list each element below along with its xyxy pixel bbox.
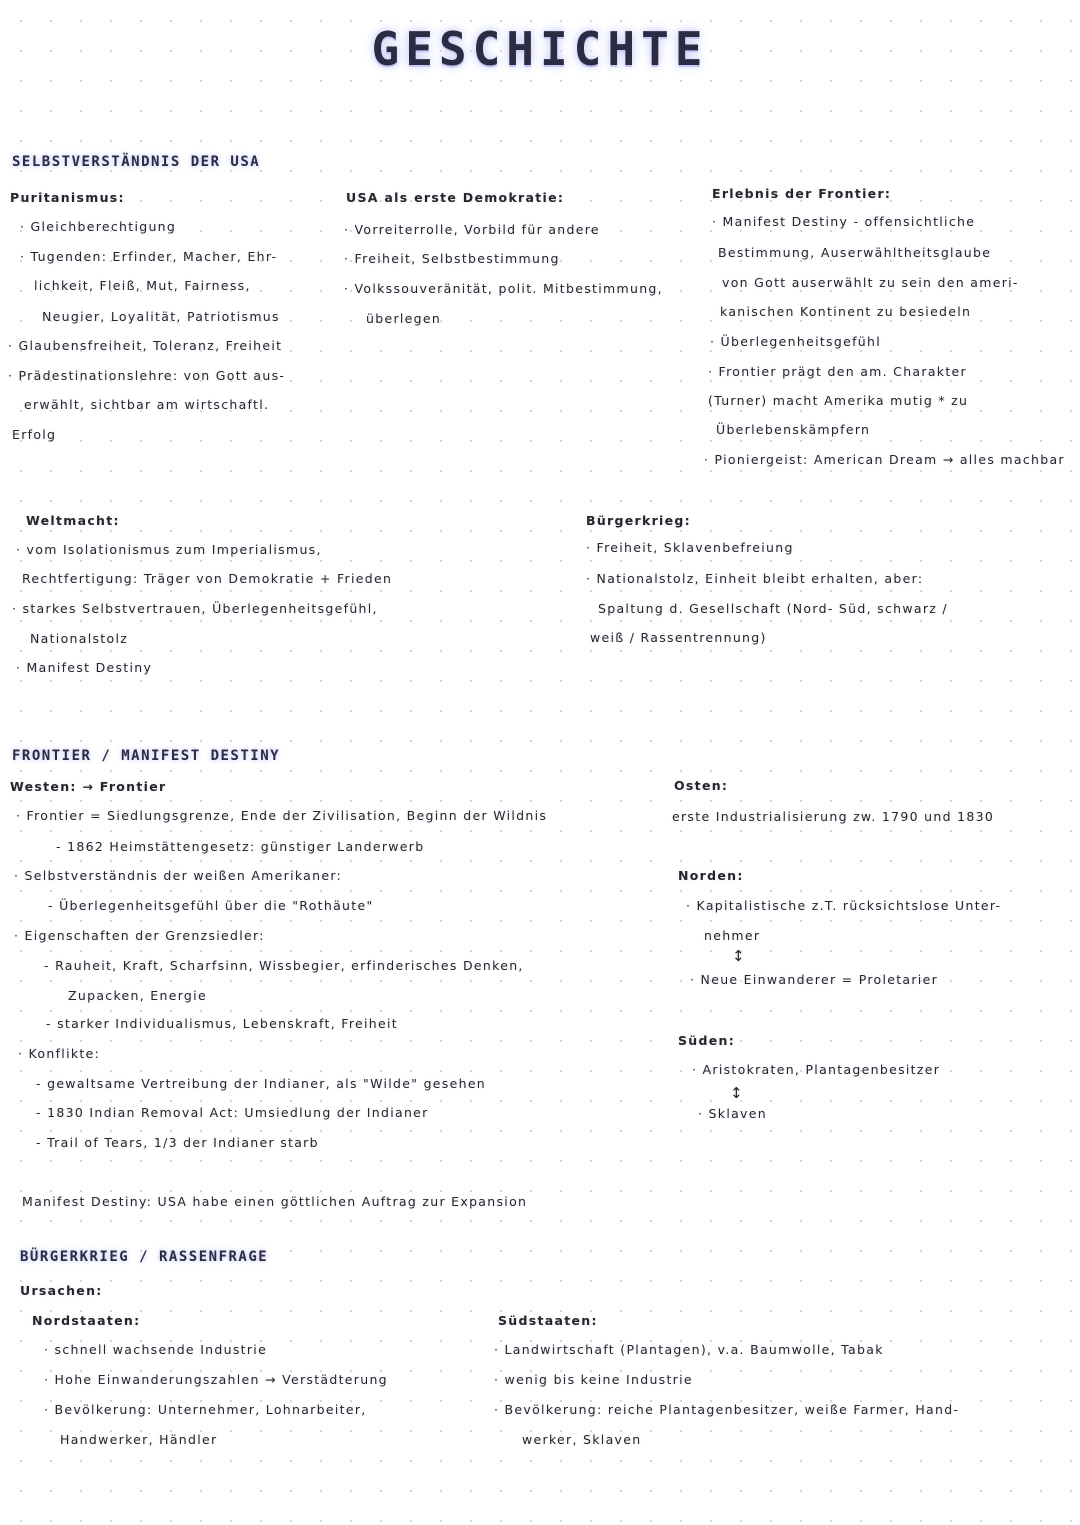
note-line: kanischen Kontinent zu besiedeln xyxy=(720,304,972,319)
arrow-updown-icon: ↕ xyxy=(730,1084,744,1102)
note-line: · Bevölkerung: reiche Plantagenbesitzer, weiße Farmer, Hand- xyxy=(494,1402,960,1417)
note-line: werker, Sklaven xyxy=(522,1432,642,1447)
note-line: · vom Isolationismus zum Imperialismus, xyxy=(16,542,322,557)
sueden-title: Süden: xyxy=(678,1033,736,1048)
note-line: · Landwirtschaft (Plantagen), v.a. Baumwolle, Tabak xyxy=(494,1342,884,1357)
note-line: · Nationalstolz, Einheit bleibt erhalten, aber: xyxy=(586,571,924,586)
suedstaaten-title: Südstaaten: xyxy=(498,1313,598,1328)
note-line: erste Industrialisierung zw. 1790 und 1830 xyxy=(672,809,995,824)
demokratie-title: USA als erste Demokratie: xyxy=(346,190,565,205)
puritanismus-title: Puritanismus: xyxy=(10,190,125,205)
note-line: - starker Individualismus, Lebenskraft, Freiheit xyxy=(46,1016,398,1031)
note-line: · Manifest Destiny xyxy=(16,660,153,675)
note-line: · Volkssouveränität, polit. Mitbestimmung, xyxy=(344,281,663,296)
osten-title: Osten: xyxy=(674,778,729,793)
note-line: Handwerker, Händler xyxy=(60,1432,218,1447)
note-line: Zupacken, Energie xyxy=(68,988,207,1003)
note-line: (Turner) macht Amerika mutig * zu xyxy=(708,393,969,408)
note-line: · wenig bis keine Industrie xyxy=(494,1372,693,1387)
note-line: - 1862 Heimstättengesetz: günstiger Landerwerb xyxy=(56,839,425,854)
buergerkrieg-title: Bürgerkrieg: xyxy=(586,513,691,528)
note-line: · Glaubensfreiheit, Toleranz, Freiheit xyxy=(8,338,283,353)
note-line: · Frontier = Siedlungsgrenze, Ende der Zivilisation, Beginn der Wildnis xyxy=(16,808,548,823)
note-line: · Frontier prägt den am. Charakter xyxy=(708,364,967,379)
note-line: · Aristokraten, Plantagenbesitzer xyxy=(692,1062,941,1077)
note-line: Neugier, Loyalität, Patriotismus xyxy=(42,309,280,324)
manifest-destiny-summary: Manifest Destiny: USA habe einen göttlichen Auftrag zur Expansion xyxy=(22,1194,528,1209)
note-line: · Sklaven xyxy=(698,1106,767,1121)
note-line: · Freiheit, Sklavenbefreiung xyxy=(586,540,794,555)
note-line: - Rauheit, Kraft, Scharfsinn, Wissbegier, erfinderisches Denken, xyxy=(44,958,524,973)
nordstaaten-title: Nordstaaten: xyxy=(32,1313,141,1328)
note-line: Bestimmung, Auserwähltheitsglaube xyxy=(718,245,992,260)
note-line: - Trail of Tears, 1/3 der Indianer starb xyxy=(36,1135,319,1150)
note-line: Erfolg xyxy=(12,427,57,442)
note-line: · Kapitalistische z.T. rücksichtslose Unter- xyxy=(686,898,1002,913)
note-line: · Konflikte: xyxy=(18,1046,101,1061)
note-line: · Überlegenheitsgefühl xyxy=(710,334,882,349)
norden-title: Norden: xyxy=(678,868,744,883)
arrow-updown-icon: ↕ xyxy=(732,947,746,965)
weltmacht-title: Weltmacht: xyxy=(26,513,120,528)
note-line: · Eigenschaften der Grenzsiedler: xyxy=(14,928,265,943)
note-line: von Gott auserwählt zu sein den ameri- xyxy=(722,275,1019,290)
note-line: · Selbstverständnis der weißen Amerikaner: xyxy=(14,868,343,883)
note-line: · schnell wachsende Industrie xyxy=(44,1342,268,1357)
note-line: · Freiheit, Selbstbestimmung xyxy=(344,251,560,266)
note-line: weiß / Rassentrennung) xyxy=(590,630,767,645)
note-line: · Tugenden: Erfinder, Macher, Ehr- xyxy=(20,249,278,264)
note-line: - gewaltsame Vertreibung der Indianer, als "Wilde" gesehen xyxy=(36,1076,487,1091)
section-heading-selbstverstaendnis: SELBSTVERSTÄNDNIS DER USA xyxy=(12,154,261,170)
section-heading-frontier: FRONTIER / MANIFEST DESTINY xyxy=(12,748,281,764)
note-line: lichkeit, Fleiß, Mut, Fairness, xyxy=(34,278,251,293)
note-line: überlegen xyxy=(366,311,442,326)
note-line: · Hohe Einwanderungszahlen → Verstädterung xyxy=(44,1372,388,1387)
note-line: · Neue Einwanderer = Proletarier xyxy=(690,972,939,987)
note-line: · Gleichberechtigung xyxy=(20,219,177,234)
note-line: · Vorreiterrolle, Vorbild für andere xyxy=(344,222,600,237)
westen-title: Westen: → Frontier xyxy=(10,779,167,794)
page-title: GESCHICHTE xyxy=(371,22,709,76)
note-line: Überlebenskämpfern xyxy=(716,422,871,437)
note-line: · Pioniergeist: American Dream → alles machbar xyxy=(704,452,1065,467)
note-line: Nationalstolz xyxy=(30,631,129,646)
note-line: · starkes Selbstvertrauen, Überlegenheitsgefühl, xyxy=(12,601,378,616)
note-line: Rechtfertigung: Träger von Demokratie + Frieden xyxy=(22,571,393,586)
note-line: · Manifest Destiny - offensichtliche xyxy=(712,214,976,229)
note-line: - 1830 Indian Removal Act: Umsiedlung der Indianer xyxy=(36,1105,429,1120)
note-line: Spaltung d. Gesellschaft (Nord- Süd, schwarz / xyxy=(598,601,948,616)
note-line: - Überlegenheitsgefühl über die "Rothäute" xyxy=(48,898,374,913)
note-line: erwählt, sichtbar am wirtschaftl. xyxy=(24,397,270,412)
note-line: · Bevölkerung: Unternehmer, Lohnarbeiter, xyxy=(44,1402,367,1417)
erlebnis-title: Erlebnis der Frontier: xyxy=(712,186,892,201)
note-line: nehmer xyxy=(704,928,761,943)
section-heading-buergerkrieg: BÜRGERKRIEG / RASSENFRAGE xyxy=(20,1249,269,1265)
ursachen-title: Ursachen: xyxy=(20,1283,103,1298)
note-line: · Prädestinationslehre: von Gott aus- xyxy=(8,368,286,383)
